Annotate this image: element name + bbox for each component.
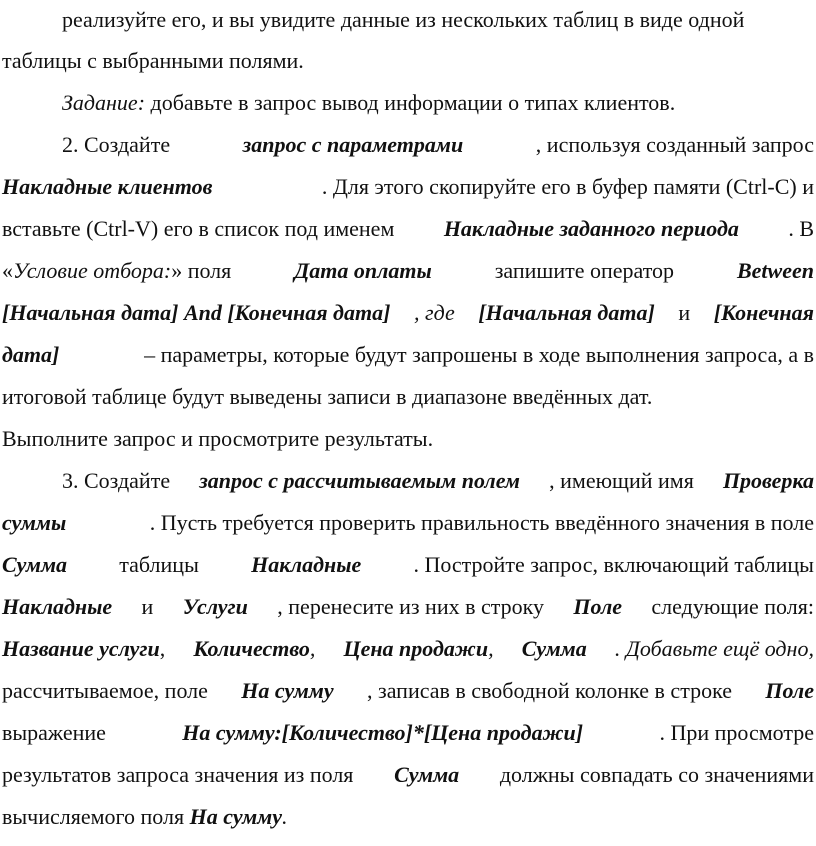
text-run: результатов запроса значения из поля bbox=[2, 762, 354, 787]
text-run: вставьте (Ctrl-V) его в список под именем bbox=[2, 216, 395, 241]
text-line-18 bbox=[2, 718, 814, 748]
text-line-1 bbox=[62, 5, 814, 35]
term-emphasis: Дата оплаты bbox=[294, 258, 432, 283]
text-run: следующие поля: bbox=[651, 594, 814, 619]
text-line-12 bbox=[62, 466, 814, 496]
text-run: , имеющий имя bbox=[549, 468, 694, 493]
text-run: . В bbox=[788, 216, 814, 241]
term-emphasis: суммы bbox=[2, 510, 67, 535]
text-line-16 bbox=[2, 634, 814, 664]
text-line-7 bbox=[2, 256, 814, 286]
term-emphasis: Поле bbox=[765, 678, 814, 703]
text-run: . При просмотре bbox=[659, 720, 814, 745]
term-emphasis: [Начальная дата] bbox=[478, 300, 655, 325]
task-line bbox=[62, 88, 814, 118]
term-emphasis: Накладные bbox=[2, 594, 113, 619]
text-line-14 bbox=[2, 550, 814, 580]
text-line-9 bbox=[2, 340, 814, 370]
text-run: , записав в свободной колонке в строке bbox=[367, 678, 732, 703]
text-run: , где bbox=[414, 300, 455, 325]
text-line-20 bbox=[2, 802, 814, 832]
text-run: и bbox=[141, 594, 154, 619]
text-run: . Добавьте ещё одно, bbox=[614, 636, 814, 661]
text-line-13 bbox=[2, 508, 814, 538]
text-run: рассчитываемое, поле bbox=[2, 678, 208, 703]
expression-emphasis: На сумму:[Количество]*[Цена продажи] bbox=[182, 720, 584, 745]
text-line-10 bbox=[2, 382, 814, 412]
term-emphasis: запрос с рассчитываемым полем bbox=[199, 468, 521, 493]
term-emphasis: запрос с параметрами bbox=[242, 132, 464, 157]
text-run: . bbox=[281, 804, 288, 829]
text-run: таблицы с выбранными полями. bbox=[2, 48, 304, 73]
text-run: 3. Создайте bbox=[62, 468, 171, 493]
text-run: , используя созданный запрос bbox=[535, 132, 814, 157]
text-run: . Пусть требуется проверить правильность введённого значения в поле bbox=[149, 510, 814, 535]
text-line-8 bbox=[2, 298, 814, 328]
term-emphasis: Сумма bbox=[2, 552, 68, 577]
text-run: таблицы bbox=[119, 552, 199, 577]
term-emphasis: Сумма bbox=[521, 636, 587, 661]
term-emphasis: Between bbox=[736, 258, 814, 283]
text-line-11 bbox=[2, 424, 814, 454]
term-emphasis: Накладные заданного периода bbox=[443, 216, 739, 241]
text-run: вычисляемого поля bbox=[2, 804, 190, 829]
term-emphasis: Сумма bbox=[394, 762, 460, 787]
term-emphasis: Количество, bbox=[193, 636, 316, 661]
term-emphasis: Поле bbox=[573, 594, 623, 619]
text-run: – параметры, которые будут запрошены в ходе выполнения запроса, а в bbox=[144, 342, 814, 367]
text-line-4 bbox=[62, 130, 814, 160]
term-emphasis: На сумму bbox=[189, 804, 282, 829]
text-line-6 bbox=[2, 214, 814, 244]
text-run: «Условие отбора:» поля bbox=[2, 258, 232, 283]
text-run: добавьте в запрос вывод информации о типах клиентов. bbox=[145, 90, 676, 115]
text-line-17 bbox=[2, 676, 814, 706]
term-emphasis: дата] bbox=[2, 342, 60, 367]
text-line-2 bbox=[2, 46, 814, 76]
text-run: Выполните запрос и просмотрите результаты. bbox=[2, 426, 434, 451]
text-run: и bbox=[678, 300, 691, 325]
term-emphasis: Услуги bbox=[182, 594, 248, 619]
term-emphasis: [Конечная bbox=[713, 300, 814, 325]
term-emphasis: Цена продажи, bbox=[343, 636, 494, 661]
text-line-19 bbox=[2, 760, 814, 790]
text-run: должны совпадать со значениями bbox=[499, 762, 814, 787]
term-emphasis: На сумму bbox=[241, 678, 334, 703]
text-run: . Для этого скопируйте его в буфер памяти (Ctrl-C) и bbox=[321, 174, 814, 199]
term-emphasis: Проверка bbox=[722, 468, 814, 493]
text-line-15 bbox=[2, 592, 814, 622]
task-label: Задание: bbox=[62, 90, 146, 115]
term-emphasis: Название услуги, bbox=[2, 636, 166, 661]
term-emphasis: Накладные клиентов bbox=[2, 174, 213, 199]
text-run: запишите оператор bbox=[494, 258, 675, 283]
text-line-5 bbox=[2, 172, 814, 202]
term-emphasis: [Начальная дата] And [Конечная дата] bbox=[2, 300, 391, 325]
text-run: . Постройте запрос, включающий таблицы bbox=[413, 552, 814, 577]
text-run: , перенесите из них в строку bbox=[277, 594, 545, 619]
term-emphasis: Накладные bbox=[251, 552, 362, 577]
text-run: реализуйте его, и вы увидите данные из нескольких таблиц в виде одной bbox=[62, 7, 745, 32]
text-run: итоговой таблице будут выведены записи в диапазоне введённых дат. bbox=[2, 384, 653, 409]
text-run: выражение bbox=[2, 720, 106, 745]
text-run: 2. Создайте bbox=[62, 132, 171, 157]
